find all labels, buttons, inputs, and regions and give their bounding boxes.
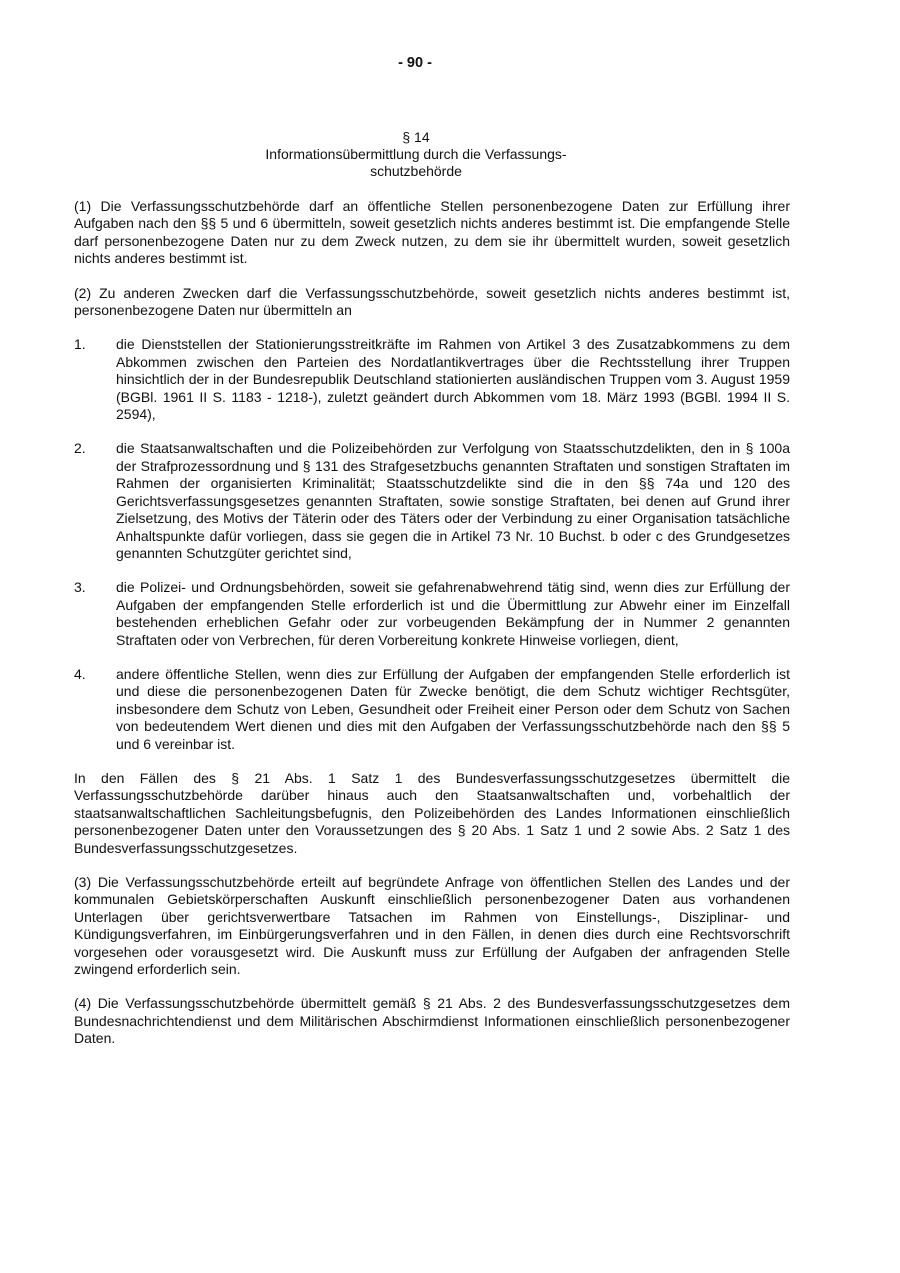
- list-item-text: die Polizei- und Ordnungsbehörden, soweit sie gefahrenabwehrend tätig sind, wenn dies zur Erfüllung der Aufgaben der empfangenden Stelle erforderlich ist und die Übermittlung zur Abwehr einer im Einzelfall bestehenden erheblichen Gefahr oder zur vorbeugenden Bekämpfung der in Nummer 2 genannten Straftaten oder von Verbrechen, für deren Vorbereitung konkrete Hinweise vorliegen, dient,: [116, 579, 790, 648]
- document-body: [74, 198, 790, 1065]
- paragraph-2-continuation: In den Fällen des § 21 Abs. 1 Satz 1 des Bundesverfassungsschutzgesetzes übermittelt die Verfassungsschutzbehörde darüber hinaus auch den Staatsanwaltschaften und, vorbehaltlich der staatsanwaltschaftlichen Sachleitungsbefugnis, den Polizeibehörden des Landes Informationen einschließlich personenbezogener Daten unter den Voraussetzungen des § 20 Abs. 1 Satz 1 und 2 sowie Abs. 2 Satz 1 des Bundesverfassungsschutzgesetzes.: [74, 769, 790, 856]
- paragraph-3: (3) Die Verfassungsschutzbehörde erteilt auf begründete Anfrage von öffentlichen Stellen des Landes und der kommunalen Gebietskörperschaften Auskunft einschließlich personenbezogener Daten aus vorhandenen Unterlagen über gerichtsverwertbare Tatsachen im Rahmen von Einstellungs-, Disziplinar- und Kündigungsverfahren, im Einbürgerungsverfahren und in den Fällen, in denen dies durch eine Rechtsvorschrift vorgesehen oder vorausgesetzt wird. Die Auskunft muss zur Erfüllung der Aufgaben der anfragenden Stelle zwingend erforderlich sein.: [74, 874, 790, 978]
- section-title-line-1: Informationsübermittlung durch die Verfassungs-: [265, 146, 567, 162]
- list-item-text: die Dienststellen der Stationierungsstreitkräfte im Rahmen von Artikel 3 des Zusatzabkommens zu dem Abkommen zwischen den Parteien des Nordatlantikvertrages über die Rechtsstellung ihrer Truppen hinsichtlich der in der Bundesrepublik Deutschland stationierten ausländischen Truppen vom 3. August 1959 (BGBl. 1961 II S. 1183 - 1218-), zuletzt geändert durch Abkommen vom 18. März 1993 (BGBl. 1994 II S. 2594),: [116, 336, 790, 423]
- list-item-number: 4.: [74, 665, 86, 682]
- list-item: [74, 579, 790, 649]
- list-item-text: andere öffentliche Stellen, wenn dies zur Erfüllung der Aufgaben der empfangenden Stelle erforderlich ist und diese die personenbezogenen Daten für Zwecke benötigt, die dem Schutz wichtiger Rechtsgüter, insbesondere dem Schutz von Leben, Gesundheit oder Freiheit einer Person oder dem Schutz von Sachen von bedeutendem Wert dienen und dies mit den Aufgaben der Verfassungsschutzbehörde nach den §§ 5 und 6 vereinbar ist.: [116, 665, 790, 752]
- paragraph-2: (2) Zu anderen Zwecken darf die Verfassungsschutzbehörde, soweit gesetzlich nichts anderes bestimmt ist, personenbezogene Daten nur übermitteln an: [74, 284, 790, 319]
- list-item-number: 2.: [74, 440, 86, 457]
- list-item: [74, 440, 790, 562]
- list-item: [74, 666, 790, 753]
- section-number: § 14: [402, 129, 430, 145]
- list-item-text: die Staatsanwaltschaften und die Polizeibehörden zur Verfolgung von Staatsschutzdelikten, den in § 100a der Strafprozessordnung und § 131 des Strafgesetzbuchs genannten Straftaten und sonstigen Straftaten im Rahmen der organisierten Kriminalität; Staatsschutzdelikte sind die in den §§ 74a und 120 des Gerichtsverfassungsgesetzes genannten Straftaten, sowie sonstige Straftaten, bei denen auf Grund ihrer Zielsetzung, des Motivs der Täterin oder des Täters oder der Verbindung zu einer Organisation tatsächliche Anhaltspunkte dafür vorliegen, dass sie gegen die in Artikel 73 Nr. 10 Buchst. b oder c des Grundgesetzes genannten Schutzgüter gerichtet sind,: [116, 440, 790, 561]
- section-heading: [0, 129, 832, 180]
- page-number: - 90 -: [398, 55, 432, 71]
- list-item-number: 1.: [74, 336, 86, 353]
- paragraph-1: (1) Die Verfassungsschutzbehörde darf an öffentliche Stellen personenbezogene Daten zur Erfüllung ihrer Aufgaben nach den §§ 5 und 6 übermitteln, soweit gesetzlich nichts anderes bestimmt ist. Die empfangende Stelle darf personenbezogene Daten nur zu dem Zweck nutzen, zu dem sie ihr übermittelt wurden, soweit gesetzlich nichts anderes bestimmt ist.: [74, 198, 790, 267]
- numbered-list: [74, 336, 790, 753]
- list-item: [74, 336, 790, 423]
- paragraph-4: (4) Die Verfassungsschutzbehörde übermittelt gemäß § 21 Abs. 2 des Bundesverfassungsschutzgesetzes dem Bundesnachrichtendienst und dem Militärischen Abschirmdienst Informationen einschließlich personenbezogener Daten.: [74, 995, 790, 1047]
- list-item-number: 3.: [74, 579, 86, 596]
- section-title-line-2: schutzbehörde: [370, 163, 462, 179]
